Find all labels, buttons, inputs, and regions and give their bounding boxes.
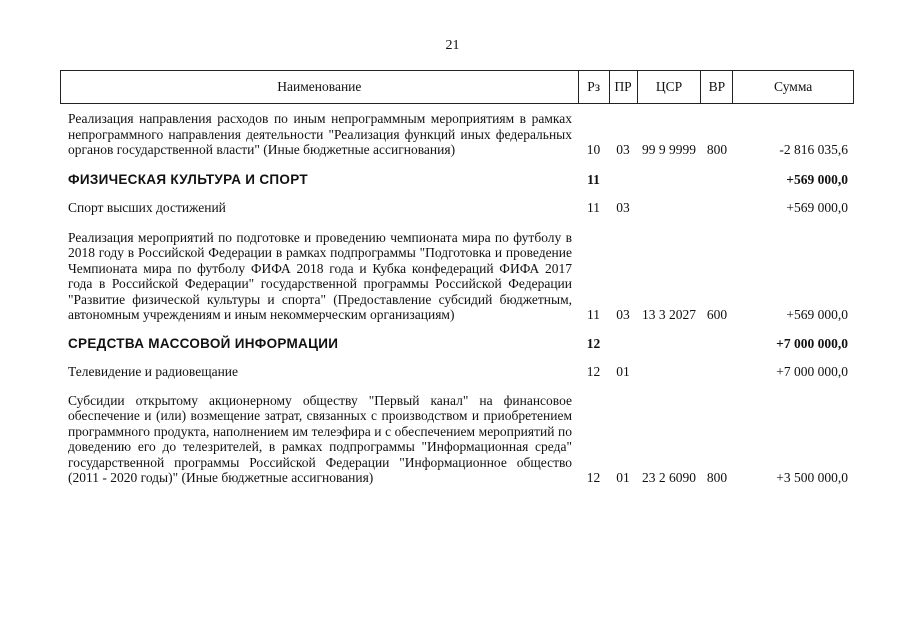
row-pr: 03 (616, 200, 630, 215)
row-name: Реализация направления расходов по иным непрограммным мероприятиям в рамках непрограммного направления деятельности "Реализация функций иных федеральных органов государственной власти" (Иные бюджетные ассигнования) (68, 111, 572, 157)
row-sum: +7 000 000,0 (776, 364, 848, 379)
row-vr: 600 (706, 307, 728, 322)
column-header-vr: ВР (700, 71, 732, 103)
table-row (60, 172, 854, 188)
row-name: Телевидение и радиовещание (68, 364, 239, 379)
table-row (60, 200, 854, 216)
row-rz: 12 (586, 364, 601, 379)
row-sum: +569 000,0 (786, 171, 848, 187)
row-name: Реализация мероприятий по подготовке и проведению чемпионата мира по футболу в 2018 году в Российской Федерации в рамках подпрограммы "Подготовка и проведение Чемпионата мира по футболу ФИФА 2018 года и Кубка конфедераций ФИФА 2017 года в Российской Федерации" государственной программы Российской Федерации "Развитие физической культуры и спорта" (Предоставление субсидий бюджетным, автономным учреждениям и иным некоммерческим организациям) (68, 229, 572, 322)
row-sum: -2 816 035,6 (779, 142, 848, 157)
row-pr: 01 (616, 364, 630, 379)
row-rz: 11 (587, 171, 600, 187)
row-rz: 12 (586, 335, 601, 351)
column-header-pr: ПР (609, 71, 637, 103)
table-body (60, 104, 854, 486)
table-row (60, 111, 854, 158)
column-header-csr: ЦСР (637, 71, 701, 103)
table-row (60, 230, 854, 323)
row-vr: 800 (706, 470, 728, 485)
table-row (60, 393, 854, 486)
row-csr: 99 9 9999 (642, 142, 696, 157)
table-row (60, 364, 854, 380)
column-header-sum: Сумма (732, 71, 853, 103)
row-rz: 11 (587, 307, 600, 322)
table-header (60, 70, 854, 104)
row-csr: 23 2 6090 (642, 470, 696, 485)
row-sum: +569 000,0 (786, 200, 848, 215)
row-pr: 01 (616, 470, 630, 485)
row-sum: +569 000,0 (786, 307, 848, 322)
row-sum: +3 500 000,0 (776, 470, 848, 485)
row-name: Спорт высших достижений (68, 200, 226, 215)
row-rz: 11 (587, 200, 600, 215)
row-vr: 800 (706, 142, 728, 157)
row-pr: 03 (616, 142, 630, 157)
row-pr: 03 (616, 307, 630, 322)
table-row (60, 336, 854, 352)
section-title: ФИЗИЧЕСКАЯ КУЛЬТУРА И СПОРТ (68, 171, 308, 187)
row-rz: 12 (586, 470, 601, 485)
row-rz: 10 (586, 142, 601, 157)
column-header-rz: Рз (578, 71, 609, 103)
page-number: 21 (445, 38, 460, 53)
row-sum: +7 000 000,0 (776, 335, 848, 351)
column-header-name: Наименование (277, 79, 362, 94)
row-csr: 13 3 2027 (642, 307, 696, 322)
row-name: Субсидии открытому акционерному обществу "Первый канал" на финансовое обеспечение и (или) возмещение затрат, связанных с производством и приобретением программного продукта, наполнением им телеэфира и с обеспечением мероприятий по доведению его до телезрителей, в рамках подпрограммы "Информационная среда" государственной программы Российской Федерации "Информационное общество (2011 - 2020 годы)" (Иные бюджетные ассигнования) (68, 392, 572, 485)
section-title: СРЕДСТВА МАССОВОЙ ИНФОРМАЦИИ (68, 335, 339, 351)
